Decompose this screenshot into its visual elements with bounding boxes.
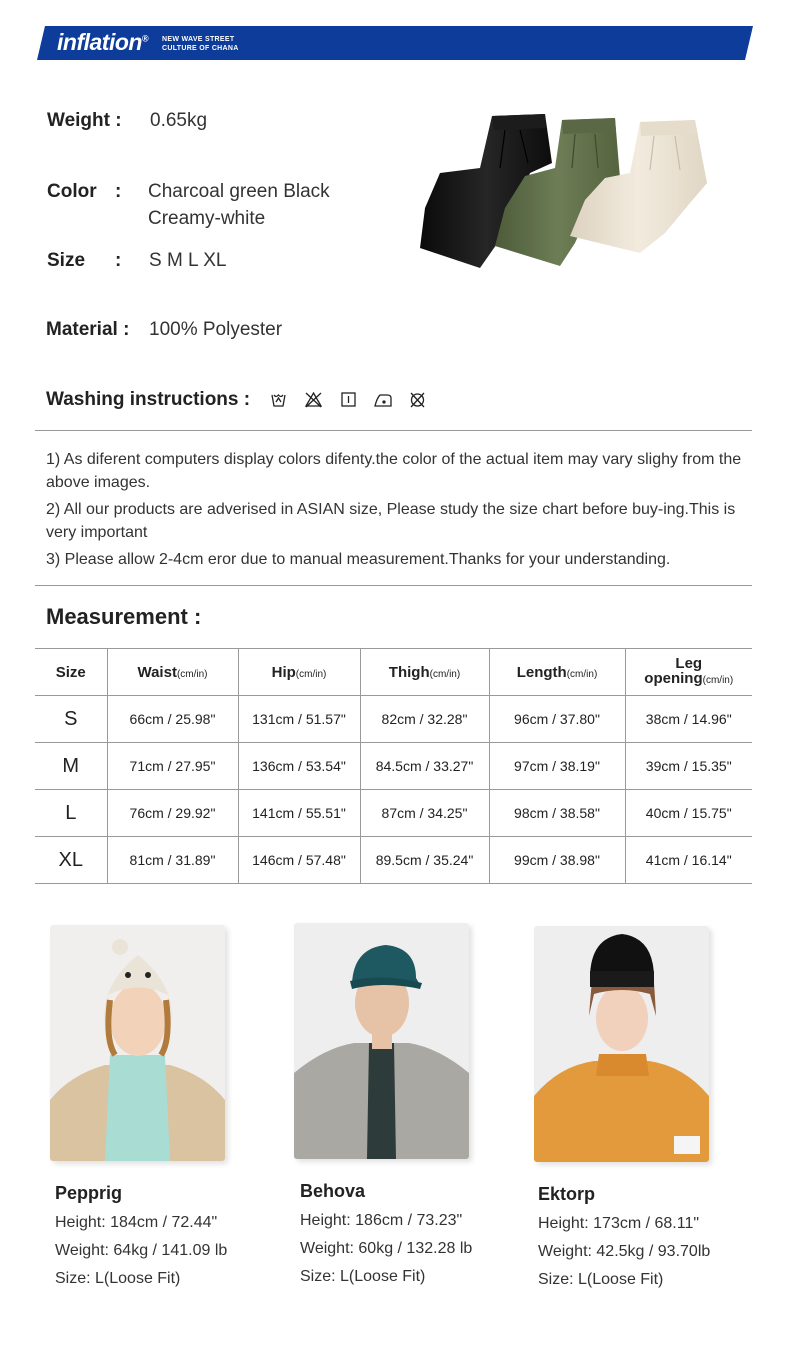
cell-length: 97cm / 38.19" (489, 743, 625, 790)
model-size-ektorp: Size: L(Loose Fit) (538, 1271, 664, 1288)
iron-low-icon (375, 395, 391, 406)
color-label: Color (47, 181, 97, 202)
cell-size: XL (35, 837, 107, 884)
header-waist: Waist(cm/in) (107, 649, 238, 696)
table-row (35, 743, 752, 790)
cell-leg-opening: 41cm / 16.14" (645, 852, 732, 868)
model-name-pepprig: Pepprig (55, 1183, 123, 1203)
cell-hip: 131cm / 51.57" (238, 696, 360, 743)
model-weight-pepprig: Weight: 64kg / 141.09 lb (55, 1242, 228, 1259)
header-thigh: Thigh(cm/in) (360, 649, 489, 696)
cell-thigh: 82cm / 32.28" (360, 696, 489, 743)
model-photo-behova (294, 923, 469, 1159)
do-not-dry-clean-icon (411, 393, 424, 407)
divider-top (35, 430, 752, 431)
size-value: S M L XL (149, 250, 227, 271)
header-size: Size (35, 649, 107, 696)
cell-waist: 76cm / 29.92" (107, 790, 238, 837)
table-row (35, 696, 752, 743)
color-colon: : (115, 181, 122, 202)
color-value-line2: Creamy-white (148, 208, 266, 229)
cell-hip: 141cm / 55.51" (238, 790, 360, 837)
table-row (35, 837, 752, 884)
header-hip: Hip(cm/in) (238, 649, 360, 696)
header-length: Length(cm/in) (489, 649, 625, 696)
header-leg-opening: Leg opening(cm/in) (644, 655, 734, 687)
do-not-bleach-icon (306, 393, 321, 407)
table-row (35, 790, 752, 837)
brand-banner (37, 26, 753, 60)
hand-wash-icon (272, 395, 285, 406)
model-name-ektorp: Ektorp (538, 1184, 596, 1204)
tumble-dry-icon (342, 393, 355, 406)
model-photo-ektorp (534, 926, 709, 1162)
weight-label: Weight : (47, 110, 122, 131)
washing-label: Washing instructions : (46, 389, 251, 410)
size-colon: : (115, 250, 122, 271)
cell-length: 99cm / 38.98" (489, 837, 625, 884)
model-height-pepprig: Height: 184cm / 72.44" (55, 1214, 218, 1231)
model-height-ektorp: Height: 173cm / 68.11" (538, 1215, 700, 1232)
cell-size: S (35, 696, 107, 743)
notes-block (46, 448, 746, 575)
model-weight-behova: Weight: 60kg / 132.28 lb (300, 1240, 473, 1257)
washing-icons (270, 391, 430, 409)
cell-leg-opening: 40cm / 15.75" (645, 805, 732, 821)
model-photo-pepprig (50, 925, 225, 1161)
cell-size: L (35, 790, 107, 837)
material-value: 100% Polyester (149, 319, 283, 340)
brand-logo: inflation® (57, 29, 149, 55)
cell-waist: 71cm / 27.95" (107, 743, 238, 790)
cell-thigh: 89.5cm / 35.24" (360, 837, 489, 884)
table-header-row (35, 649, 752, 696)
note-3: 3) Please allow 2-4cm eror due to manual measurement.Thanks for your understanding. (46, 551, 671, 568)
size-chart-table (35, 648, 752, 884)
cell-waist: 81cm / 31.89" (107, 837, 238, 884)
size-label: Size (47, 250, 86, 271)
model-weight-ektorp: Weight: 42.5kg / 93.70lb (538, 1243, 711, 1260)
note-1: 1) As diferent computers display colors difenty.the color of the actual item may vary slighy from the above images. (46, 451, 742, 491)
measurement-title: Measurement : (46, 604, 202, 629)
cell-thigh: 84.5cm / 33.27" (360, 743, 489, 790)
cell-length: 98cm / 38.58" (489, 790, 625, 837)
cell-hip: 146cm / 57.48" (238, 837, 360, 884)
weight-value: 0.65kg (150, 110, 208, 131)
product-pants-image (410, 108, 720, 273)
cell-length: 96cm / 37.80" (489, 696, 625, 743)
model-height-behova: Height: 186cm / 73.23" (300, 1212, 463, 1229)
divider-bottom (35, 585, 752, 586)
model-size-behova: Size: L(Loose Fit) (300, 1268, 426, 1285)
color-value-line1: Charcoal green Black (148, 181, 330, 202)
cell-leg-opening: 39cm / 15.35" (645, 758, 732, 774)
model-name-behova: Behova (300, 1181, 366, 1201)
cell-leg-opening: 38cm / 14.96" (645, 711, 732, 727)
cell-hip: 136cm / 53.54" (238, 743, 360, 790)
model-size-pepprig: Size: L(Loose Fit) (55, 1270, 181, 1287)
cell-waist: 66cm / 25.98" (107, 696, 238, 743)
cell-size: M (35, 743, 107, 790)
material-label: Material : (46, 319, 130, 340)
cell-thigh: 87cm / 34.25" (360, 790, 489, 837)
note-2: 2) All our products are adverised in ASIAN size, Please study the size chart before buy-ing.This is very important (46, 501, 736, 541)
brand-tagline: NEW WAVE STREET CULTURE OF CHANA (162, 36, 239, 52)
